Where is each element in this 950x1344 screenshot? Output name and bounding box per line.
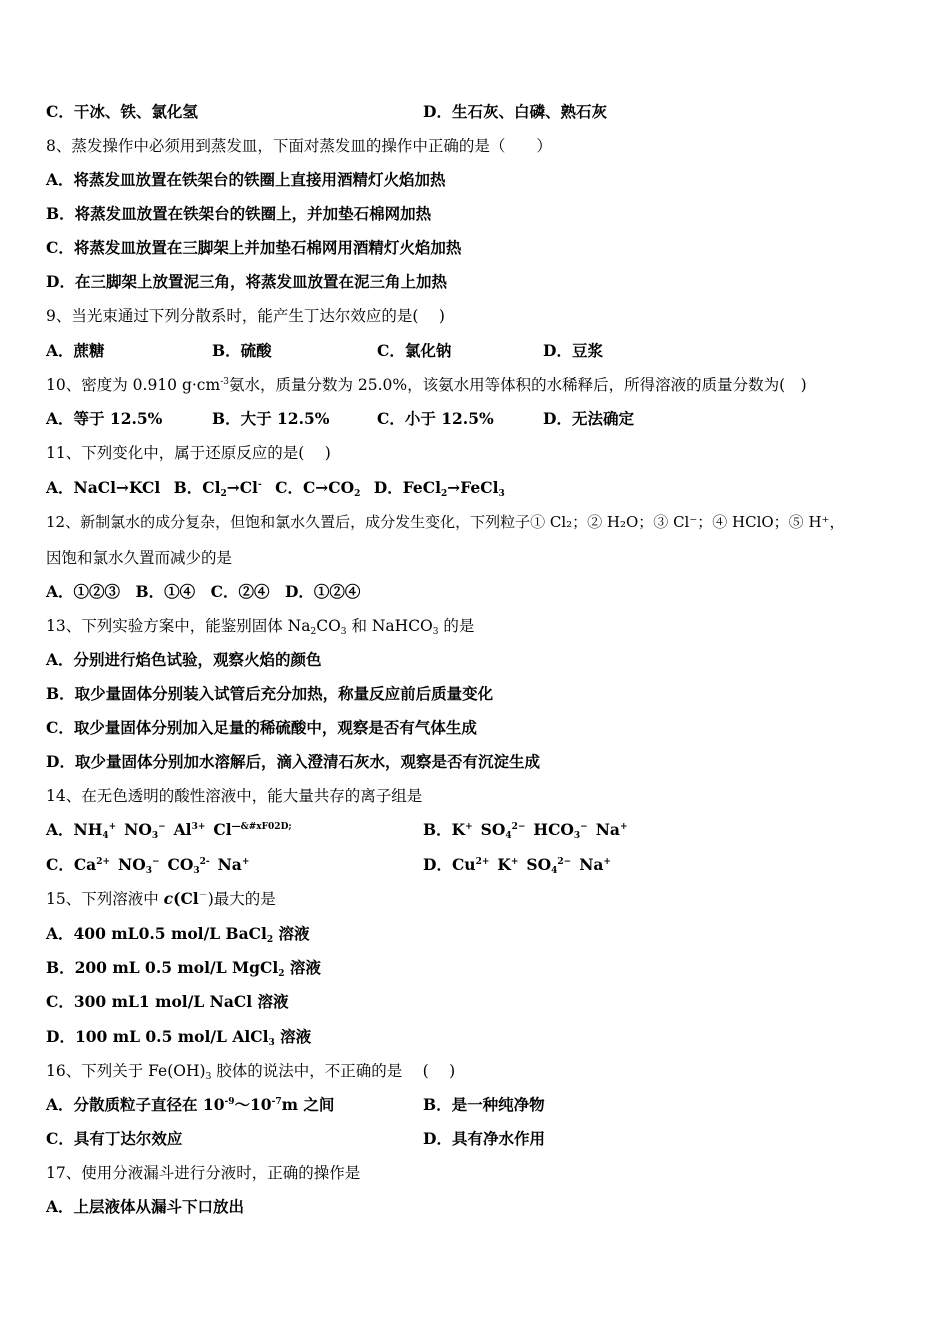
q14-options-row-2 [46,855,611,876]
q11-option-c-text: C．C→CO [275,478,355,497]
q16-stem [46,1061,455,1081]
q14-b-ion-1: K [451,820,466,839]
q14-option-b-label: B． [423,820,452,839]
q13-stem-text-3: 和 NaHCO [346,617,433,635]
q14-a-ion-1-sub: 4 [102,831,109,841]
q14-d-ion-4-sup: + [603,857,611,867]
q9-option-d: D．豆浆 [543,341,603,360]
q13-sub-2: 3 [340,627,347,637]
q16-option-a-sup-1: -9 [224,1097,235,1107]
q14-a-ion-3-sup: 3+ [191,822,206,832]
q7-option-c: C．干冰、铁、氯化氢 [46,102,198,121]
q10-stem-text-2: 氨水，质量分数为 25.0%，该氨水用等体积的水稀释后，所得溶液的质量分数为( ) [228,376,807,394]
q16-option-b: B．是一种纯净物 [423,1095,545,1114]
q10-option-c: C．小于 12.5% [377,409,494,428]
q13-sub-3: 3 [432,627,439,637]
q15-stem-text-2: )最大的是 [207,890,276,908]
q11-stem: 11、下列变化中，属于还原反应的是( ) [46,444,331,462]
q15-stem-text: 15、下列溶液中 [46,890,164,908]
q7-options [46,102,607,122]
q11-option-c-sub: 2 [354,489,361,499]
q11-option-d [374,478,505,497]
q12-stem-2: 因饱和氯水久置而减少的是 [46,549,233,567]
q13-stem [46,616,474,636]
q14-b-ion-2-sup: 2− [511,822,526,832]
q7-option-d: D．生石灰、白磷、熟石灰 [423,102,607,121]
q16-options-row-2 [46,1129,545,1149]
q14-c-ion-2-sup: − [151,857,160,867]
q10-options [46,409,634,429]
q14-c-ion-2-sub: 3 [145,866,152,876]
q12-options: A．①②③ B．①④ C．②④ D．①②④ [46,582,361,601]
q14-b-ion-2: SO [480,820,506,839]
q14-options-row-1 [46,820,628,841]
q14-a-ion-2-sup: − [158,822,166,832]
q14-stem: 14、在无色透明的酸性溶液中，能大量共存的离子组是 [46,787,423,805]
q14-option-d-label: D． [423,855,452,874]
q14-c-ion-2: NO [118,855,146,874]
q10-option-a: A．等于 12.5% [46,409,163,428]
q16-option-c: C．具有丁达尔效应 [46,1129,183,1148]
q15-option-b-text-2: 溶液 [284,958,321,977]
q14-b-ion-4: Na [595,820,620,839]
q15-option-b-text: B．200 mL 0.5 mol/L MgCl [46,958,279,977]
q13-stem-text: 13、下列实验方案中，能鉴别固体 Na [46,617,311,635]
q9-options [46,341,603,361]
q12-stem: 12、新制氯水的成分复杂，但饱和氯水久置后，成分发生变化，下列粒子① Cl₂；② H₂O；③ Cl⁻；④ HClO；⑤ H⁺， [46,513,845,531]
q14-c-ion-1: Ca [73,855,97,874]
q14-d-ion-2: K [497,855,511,874]
q16-option-a-sup-2: -7 [271,1097,282,1107]
q14-option-a-label: A． [46,820,74,839]
q14-option-b [423,820,627,840]
q11-option-c [275,478,360,497]
q11-option-b-sub: 2 [220,489,227,499]
q14-d-ion-3-sup: 2− [557,857,572,867]
q14-b-ion-3-sup: − [580,822,588,832]
q14-c-ion-3: CO [167,855,194,874]
q15-option-d-text-2: 溶液 [274,1027,312,1046]
q16-option-a [46,1095,334,1114]
q14-a-ion-4-sup: —&#xF02D; [231,822,292,832]
q9-option-a: A．蔗糖 [46,341,105,360]
q14-d-ion-2-sup: + [510,857,519,867]
q14-c-ion-3-sup: 2- [199,857,210,867]
q9-option-b: B．硫酸 [212,341,272,360]
q15-option-d [46,1027,311,1047]
q8-option-b: B．将蒸发皿放置在铁架台的铁圈上，并加垫石棉网加热 [46,204,432,223]
q15-option-d-sub: 3 [268,1038,275,1048]
q14-a-ion-1: NH [73,820,103,839]
q14-a-ion-1-sup: + [108,822,117,832]
q16-option-d: D．具有净水作用 [423,1129,545,1148]
q15-option-a-text: A．400 mL0.5 mol/L BaCl [46,924,267,943]
q11-option-d-text: D．FeCl [373,478,441,497]
q10-stem-sup: -3 [220,377,229,387]
q14-option-c-label: C． [46,855,74,874]
q15-option-b [46,958,321,978]
q14-a-ion-4: Cl [213,820,232,839]
q14-option-d [423,855,611,875]
q14-c-ion-4: Na [217,855,242,874]
q16-stem-text-2: 胶体的说法中，不正确的是 ( ) [211,1062,456,1080]
q13-stem-text-2: CO [316,617,341,635]
q14-a-ion-2: NO [124,820,152,839]
q11-option-d-sub-2: 3 [498,489,505,499]
q15-option-a-text-2: 溶液 [273,924,310,943]
q10-stem [46,375,807,395]
q11-options [46,478,505,498]
q16-stem-text: 16、下列关于 Fe(OH) [46,1062,206,1080]
q14-b-ion-2-sub: 4 [505,831,512,841]
q14-d-ion-4: Na [579,855,604,874]
q15-option-a-sub: 2 [266,935,274,945]
q14-d-ion-3-sub: 4 [551,866,558,876]
q11-option-b-text: B．Cl [173,478,221,497]
q16-option-a-text-3: m 之间 [281,1095,335,1114]
q10-option-d: D．无法确定 [543,409,634,428]
q15-stem-sup: － [198,891,208,901]
q13-option-c: C．取少量固体分别加入足量的稀硫酸中，观察是否有气体生成 [46,718,477,737]
q14-d-ion-1: Cu [451,855,476,874]
q14-c-ion-4-sup: + [241,857,250,867]
q11-option-b [174,478,262,497]
q14-option-a [46,820,292,839]
q8-option-d: D．在三脚架上放置泥三角，将蒸发皿放置在泥三角上加热 [46,272,447,291]
q13-option-d: D．取少量固体分别加水溶解后，滴入澄清石灰水，观察是否有沉淀生成 [46,752,540,771]
q8-option-a: A．将蒸发皿放置在铁架台的铁圈上直接用酒精灯火焰加热 [46,170,446,189]
q14-a-ion-3: Al [173,820,192,839]
q8-stem: 8、蒸发操作中必须用到蒸发皿，下面对蒸发皿的操作中正确的是（ ） [46,137,552,155]
q13-stem-text-4: 的是 [438,617,475,635]
q16-option-a-text-2: ～10 [234,1095,272,1114]
q14-b-ion-3: HCO [533,820,574,839]
q14-c-ion-1-sup: 2+ [96,857,111,867]
q17-stem: 17、使用分液漏斗进行分液时，正确的操作是 [46,1164,361,1182]
q14-c-ion-3-sub: 3 [193,866,200,876]
q15-stem-cl: (Cl [173,889,199,908]
q15-option-d-text: D．100 mL 0.5 mol/L AlCl [46,1027,269,1046]
q16-option-a-text: A．分散质粒子直径在 10 [46,1095,225,1114]
q13-option-a: A．分别进行焰色试验，观察火焰的颜色 [46,650,322,669]
q11-option-d-text-2: →FeCl [447,478,499,497]
q11-option-b-text-2: →Cl [226,478,258,497]
q11-option-d-sub: 2 [440,489,448,499]
q9-stem: 9、当光束通过下列分散系时，能产生丁达尔效应的是( ) [46,307,445,325]
q13-sub-1: 2 [310,627,317,637]
q11-option-b-sup: - [257,480,262,490]
q16-options-row-1 [46,1095,545,1115]
q10-option-b: B．大于 12.5% [212,409,330,428]
q14-d-ion-1-sup: 2+ [475,857,490,867]
q15-stem [46,889,276,909]
q14-b-ion-1-sup: + [465,822,473,832]
q14-b-ion-3-sub: 3 [573,831,581,841]
q15-option-b-sub: 2 [278,969,285,979]
q15-option-c: C．300 mL1 mol/L NaCl 溶液 [46,992,289,1011]
q8-option-c: C．将蒸发皿放置在三脚架上并加垫石棉网用酒精灯火焰加热 [46,238,462,257]
q15-stem-c: c [163,889,174,908]
q14-b-ion-4-sup: + [619,822,628,832]
q11-option-a: A．NaCl→KCl [46,478,161,497]
q10-stem-text: 10、密度为 0.910 g·cm [46,376,221,394]
q15-option-a [46,924,310,944]
q14-a-ion-2-sub: 3 [151,831,159,841]
q17-option-a: A．上层液体从漏斗下口放出 [46,1197,245,1216]
q14-d-ion-3: SO [526,855,552,874]
q9-option-c: C．氯化钠 [377,341,452,360]
q16-stem-sub: 3 [205,1072,212,1082]
q13-option-b: B．取少量固体分别装入试管后充分加热，称量反应前后质量变化 [46,684,494,703]
q14-option-c [46,855,249,874]
